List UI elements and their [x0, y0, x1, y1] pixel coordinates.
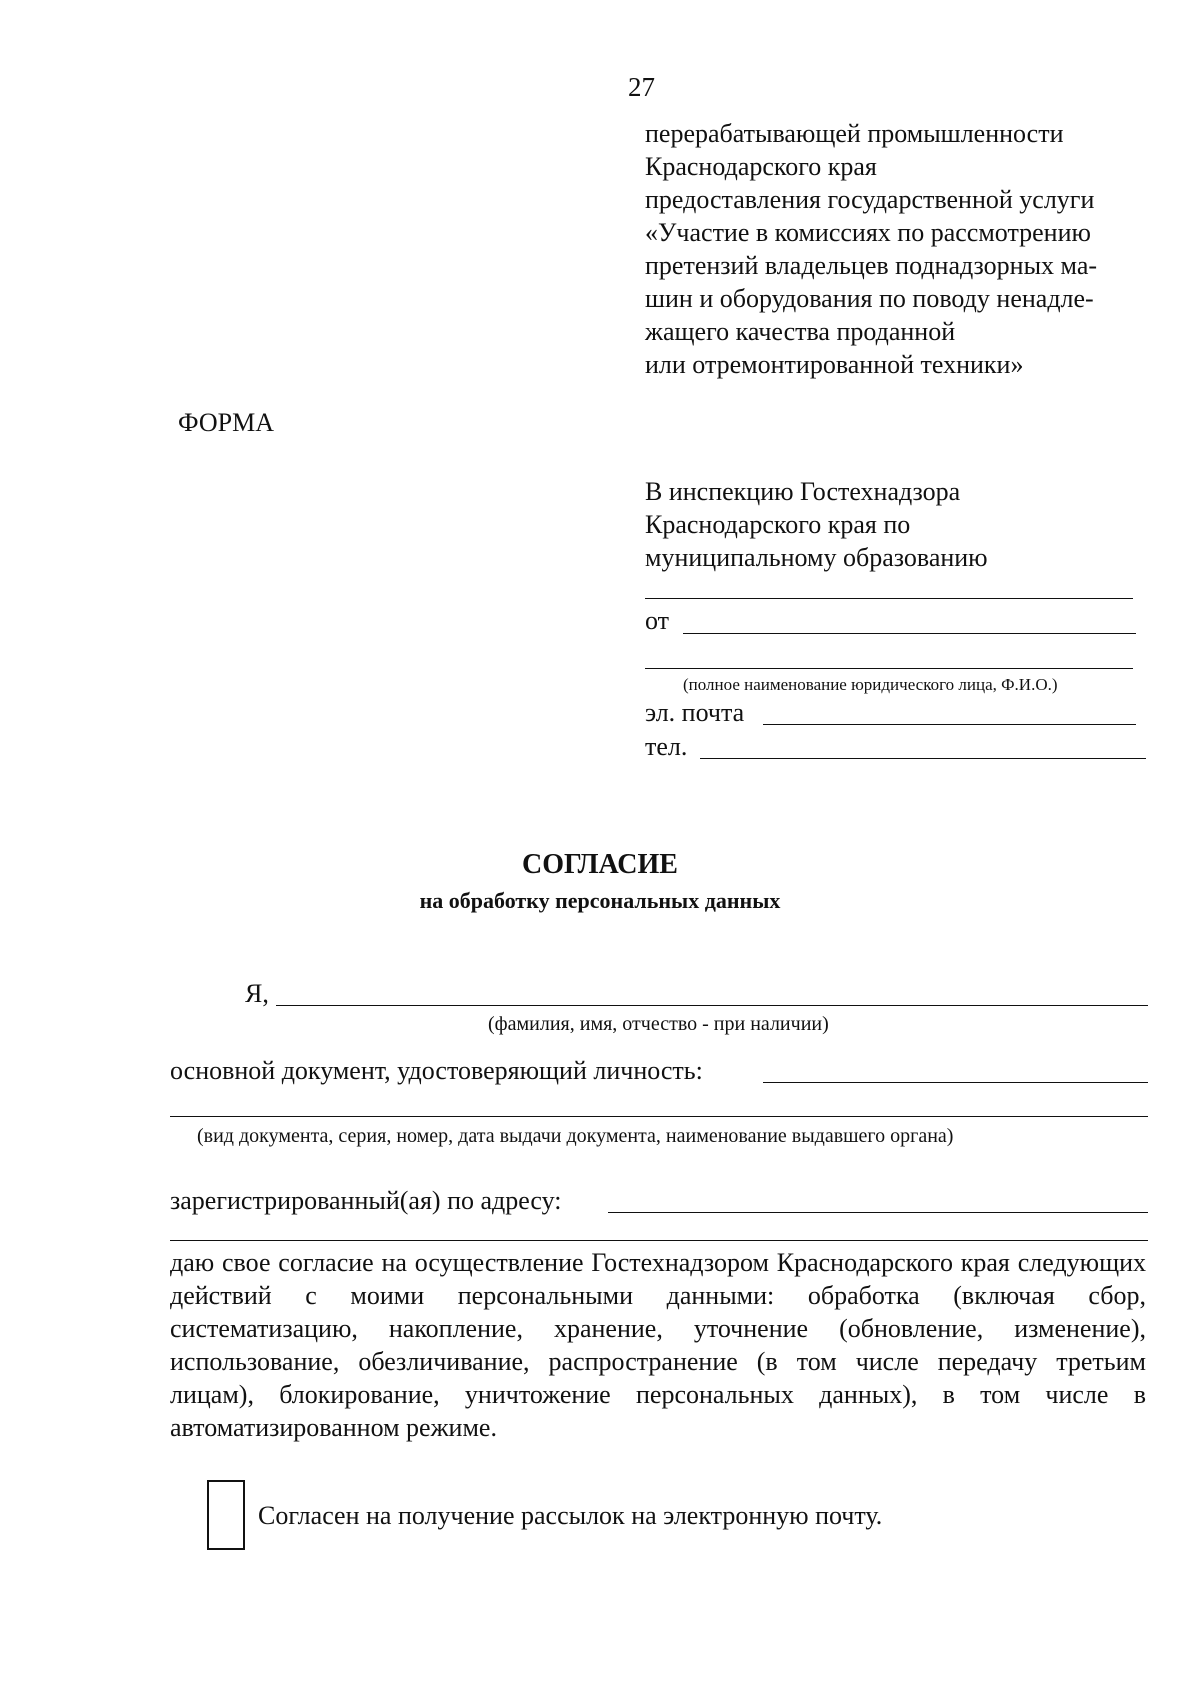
header-line: претензий владельцев поднадзорных ма-: [645, 251, 1098, 280]
email-label: эл. почта: [645, 698, 745, 727]
regulation-header: [645, 117, 1097, 381]
header-line: «Участие в комиссиях по рассмотрению: [645, 218, 1091, 247]
header-line: или отремонтированной техники»: [645, 350, 1024, 379]
email-line[interactable]: [763, 724, 1136, 725]
address-label: зарегистрированный(ая) по адресу:: [170, 1186, 562, 1215]
identity-document-line[interactable]: [763, 1082, 1148, 1083]
from-line[interactable]: [683, 633, 1136, 634]
header-line: предоставления государственной услуги: [645, 185, 1095, 214]
phone-line[interactable]: [700, 758, 1146, 759]
phone-label: тел.: [645, 732, 688, 761]
header-line: перерабатывающей промышленности: [645, 119, 1064, 148]
address-line-2[interactable]: [170, 1240, 1148, 1241]
municipality-line[interactable]: [645, 598, 1133, 599]
addressee-line: муниципальному образованию: [645, 543, 988, 572]
consent-text: даю свое согласие на осуществление Гостехнадзором Краснодарского края следующих действий с моими персональными данными: обработка (включая сбор, систематизацию, накопление, хранение, уточнение (обновление, изменение), использование, обезличивание, распространение (в том числе передачу третьим лицам), блокирование, уничтожение персональных данных), в том числе в автоматизированном режиме.: [170, 1248, 1146, 1442]
header-line: Краснодарского края: [645, 152, 877, 181]
mailing-consent-label: Согласен на получение рассылок на электронную почту.: [258, 1501, 883, 1530]
identity-document-caption: (вид документа, серия, номер, дата выдачи документа, наименование выдавшего органа): [197, 1125, 954, 1147]
header-line: жащего качества проданной: [645, 317, 956, 346]
identity-document-label: основной документ, удостоверяющий личность:: [170, 1056, 703, 1085]
mailing-consent-checkbox[interactable]: [207, 1480, 245, 1550]
from-caption: (полное наименование юридического лица, Ф.И.О.): [683, 675, 1058, 694]
full-name-line[interactable]: [276, 1005, 1148, 1006]
addressee-line: Краснодарского края по: [645, 510, 911, 539]
identity-document-line-2[interactable]: [170, 1116, 1148, 1117]
addressee-line: В инспекцию Гостехнадзора: [645, 477, 961, 506]
form-label: ФОРМА: [178, 408, 274, 437]
full-name-caption: (фамилия, имя, отчество - при наличии): [488, 1013, 829, 1035]
document-subtitle: на обработку персональных данных: [419, 888, 781, 913]
document-title: СОГЛАСИЕ: [522, 849, 678, 880]
from-line-2[interactable]: [645, 668, 1133, 669]
header-line: шин и оборудования по поводу ненадле-: [645, 284, 1094, 313]
addressee-block: [645, 475, 988, 574]
from-label: от: [645, 606, 670, 635]
page-number: 27: [628, 72, 655, 102]
address-line[interactable]: [608, 1212, 1148, 1213]
i-label: Я,: [245, 979, 269, 1008]
